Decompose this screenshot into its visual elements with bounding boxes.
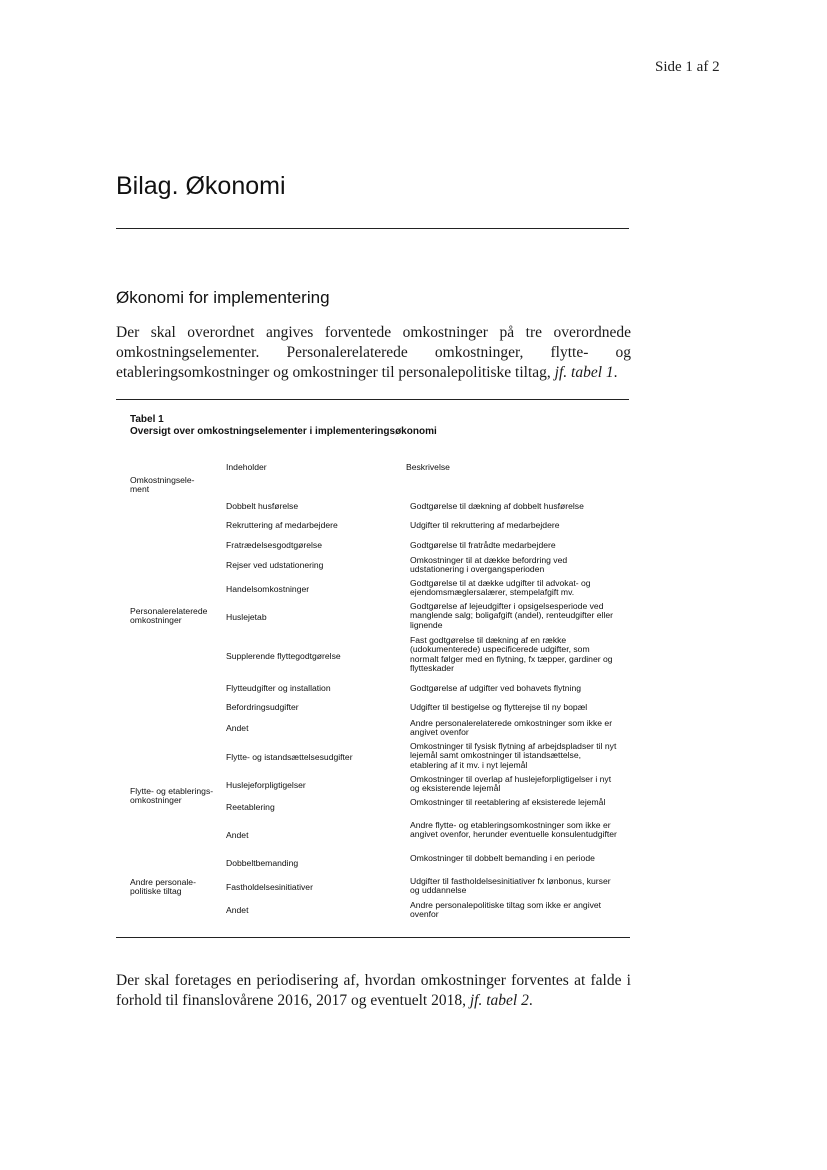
table-row-item: Andet (226, 905, 249, 915)
table-row-item: Befordringsudgifter (226, 702, 299, 712)
column-header-group: Omkostningsele- ment (130, 475, 195, 495)
intro-table-reference: jf. tabel 1 (554, 364, 614, 381)
table-row-item: Flytteudgifter og installation (226, 683, 331, 693)
table-row-item: Fastholdelsesinitiativer (226, 882, 313, 892)
column-header-item: Indeholder (226, 462, 267, 472)
table-caption: Oversigt over omkostningselementer i implementeringsøkonomi (130, 426, 437, 437)
table-row-description: Godtgørelse af udgifter ved bohavets flytning (410, 683, 582, 693)
intro-text: Der skal overordnet angives forventede omkostninger på tre overordnede omkostningselementer. Personalerelaterede omkostninger, flytte- og etableringsomkostninger og omkostninger til personalepolitiske tiltag, (116, 324, 631, 381)
table-row-description: Godtgørelse til fratrådte medarbejdere (410, 540, 556, 550)
table-top-divider (116, 399, 629, 400)
table-row-description: Udgifter til fastholdelsesinitiativer fx lønbonus, kurser og uddannelse (410, 876, 611, 896)
table-row-description: Andre personalepolitiske tiltag som ikke er angivet ovenfor (410, 900, 602, 920)
table-row-item: Fratrædelsesgodtgørelse (226, 540, 323, 550)
table-row-item: Dobbelt husførelse (226, 501, 299, 511)
table-row-item: Andet (226, 830, 249, 840)
table-row-description: Udgifter til rekruttering af medarbejdere (410, 520, 560, 530)
page-number: Side 1 af 2 (655, 59, 720, 75)
table-row-item: Flytte- og istandsættelsesudgifter (226, 752, 353, 762)
table-row-description: Godtgørelse af lejeudgifter i opsigelsesperiode ved manglende salg; boligafgift (andel), renteudgifter eller lignende (410, 601, 614, 630)
table-row-item: Dobbeltbemanding (226, 858, 299, 868)
table-row-description: Godtgørelse til at dække udgifter til advokat- og ejendomsmæglersalærer, stempelafgift mv. (410, 578, 591, 598)
intro-paragraph (116, 323, 631, 383)
group-label-hr-policy: Andre personale- politiske tiltag (130, 877, 196, 897)
intro-end: . (613, 364, 618, 381)
cost-table (130, 414, 620, 438)
table-row-description: Udgifter til bestigelse og flytterejse til ny bopæl (410, 702, 588, 712)
group-label-relocation: Flytte- og etablerings- omkostninger (130, 786, 214, 806)
table-row-item: Andet (226, 723, 249, 733)
table-row-description: Omkostninger til at dække befordring ved udstationering i overgangsperioden (410, 555, 568, 575)
group-label-personnel: Personalerelaterede omkostninger (130, 606, 208, 626)
outro-text: Der skal foretages en periodisering af, hvordan omkostninger forventes at falde i forhold til finanslovårene 2016, 2017 og eventuelt 2018, (116, 972, 631, 1009)
table-row-description: Andre flytte- og etableringsomkostninger som ikke er angivet ovenfor, herunder eventuelle konsulentudgifter (410, 820, 617, 840)
table-row-description: Omkostninger til reetablering af eksisterede lejemål (410, 797, 606, 807)
section-heading: Økonomi for implementering (116, 288, 330, 307)
table-row-description: Omkostninger til fysisk flytning af arbejdspladser til nyt lejemål samt omkostninger til istandsættelse, etablering af it mv. i nyt lejemål (410, 741, 617, 770)
table-row-description: Godtgørelse til dækning af dobbelt husførelse (410, 501, 584, 511)
outro-end: . (528, 992, 533, 1009)
table-row-item: Huslejetab (226, 612, 267, 622)
table-row-description: Omkostninger til dobbelt bemanding i en periode (410, 853, 595, 863)
column-header-description: Beskrivelse (406, 462, 450, 472)
table-row-item: Supplerende flyttegodtgørelse (226, 651, 341, 661)
table-bottom-divider (116, 937, 630, 938)
table-row-description: Omkostninger til overlap af huslejeforpligtigelser i nyt og eksisterende lejemål (410, 774, 612, 794)
table-row-item: Rejser ved udstationering (226, 560, 324, 570)
table-row-description: Fast godtgørelse til dækning af en række (udokumenterede) uspecificerede udgifter, som normalt følger med en flytning, fx tæpper, gardiner og flytteskader (410, 635, 613, 674)
document-title: Bilag. Økonomi (116, 172, 286, 200)
table-label: Tabel 1 (130, 414, 164, 425)
outro-table-reference: jf. tabel 2 (469, 992, 529, 1009)
title-divider (116, 228, 629, 229)
table-row-item: Handelsomkostninger (226, 584, 310, 594)
table-row-description: Andre personalerelaterede omkostninger som ikke er angivet ovenfor (410, 718, 613, 738)
outro-paragraph (116, 971, 631, 1011)
table-row-item: Huslejeforpligtigelser (226, 780, 306, 790)
table-row-item: Rekruttering af medarbejdere (226, 520, 338, 530)
table-row-item: Reetablering (226, 802, 275, 812)
